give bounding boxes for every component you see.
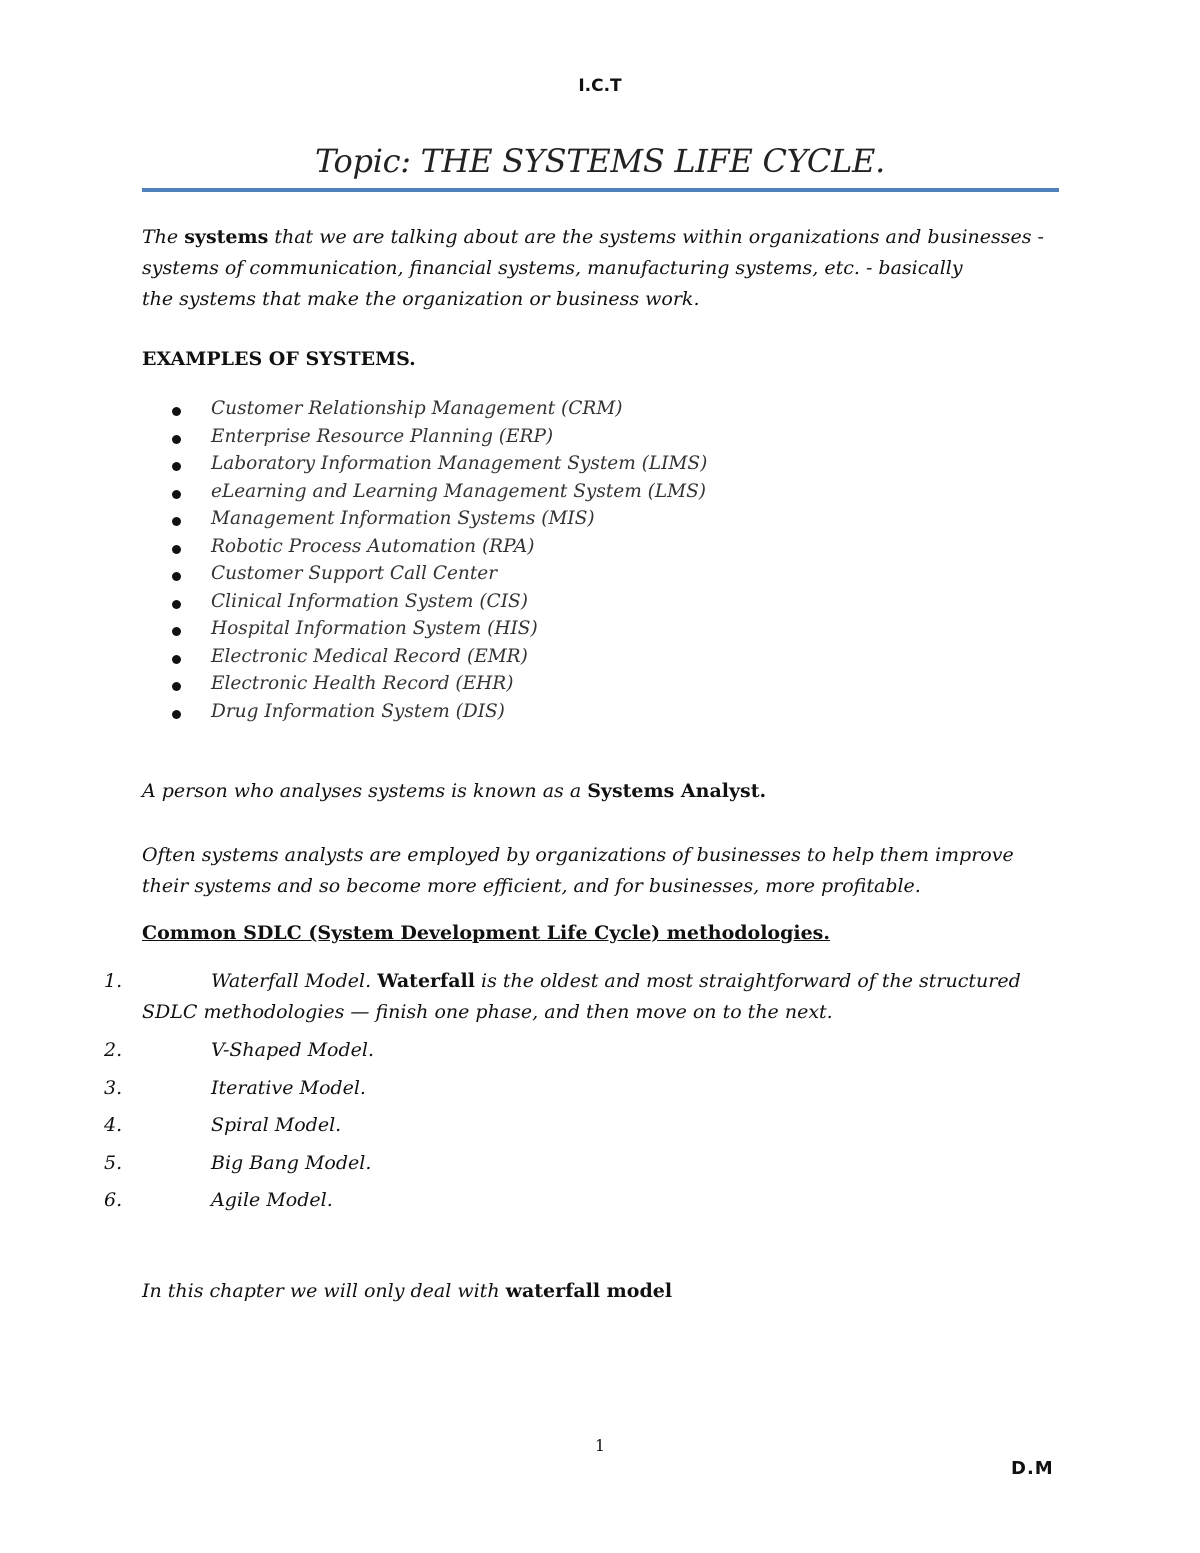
sdlc-item-number: 2. bbox=[104, 1039, 123, 1061]
bullet-icon bbox=[172, 682, 181, 691]
bullet-icon bbox=[172, 462, 181, 471]
list-item-text: Management Information Systems (MIS) bbox=[211, 508, 595, 529]
title-underline-rule bbox=[142, 188, 1059, 192]
bullet-icon bbox=[172, 517, 181, 526]
often-line-2: their systems and so become more efficient, and for businesses, more profitable. bbox=[142, 875, 921, 897]
intro-line-1 bbox=[142, 222, 1044, 253]
list-item-text: Hospital Information System (HIS) bbox=[211, 618, 538, 639]
list-item-text: Electronic Medical Record (EMR) bbox=[211, 645, 528, 667]
list-item-text: Drug Information System (DIS) bbox=[211, 700, 505, 722]
list-item-text: Clinical Information System (CIS) bbox=[211, 590, 528, 612]
bullet-icon bbox=[172, 407, 181, 416]
sdlc-item-number: 4. bbox=[104, 1114, 123, 1136]
sdlc-item-vshaped: V-Shaped Model. bbox=[211, 1039, 375, 1061]
sdlc-item-text: is the oldest and most straightforward of the structured bbox=[474, 970, 1021, 992]
analyst-text: A person who analyses systems is known as a bbox=[142, 780, 588, 802]
intro-paragraph bbox=[142, 222, 1044, 315]
often-line-1: Often systems analysts are employed by organizations of businesses to help them improve bbox=[142, 844, 1014, 866]
sdlc-item-agile: Agile Model. bbox=[211, 1189, 333, 1211]
intro-text: that we are talking about are the systems within organizations and businesses - bbox=[268, 226, 1044, 248]
often-paragraph bbox=[142, 840, 1014, 902]
list-item-text: Robotic Process Automation (RPA) bbox=[211, 535, 535, 557]
list-item-text: Laboratory Information Management System (LIMS) bbox=[211, 453, 708, 474]
list-item-text: eLearning and Learning Management System (LMS) bbox=[211, 480, 706, 502]
bullet-icon bbox=[172, 572, 181, 581]
sdlc-item-text: Waterfall Model. bbox=[211, 970, 378, 992]
bullet-icon bbox=[172, 545, 181, 554]
sdlc-item-continuation: SDLC methodologies — finish one phase, and then move on to the next. bbox=[142, 1001, 833, 1023]
intro-text: The bbox=[142, 226, 185, 248]
bullet-icon bbox=[172, 710, 181, 719]
bullet-icon bbox=[172, 655, 181, 664]
bullet-icon bbox=[172, 627, 181, 636]
sdlc-item-number: 6. bbox=[104, 1189, 123, 1211]
intro-line-3: the systems that make the organization or business work. bbox=[142, 288, 700, 310]
sdlc-item-bigbang: Big Bang Model. bbox=[211, 1152, 372, 1174]
sdlc-item-iterative: Iterative Model. bbox=[211, 1077, 366, 1099]
page-title: Topic: THE SYSTEMS LIFE CYCLE. bbox=[315, 142, 885, 180]
page-number: 1 bbox=[594, 1436, 606, 1455]
closing-paragraph bbox=[142, 1276, 672, 1307]
analyst-paragraph bbox=[142, 776, 766, 807]
sdlc-item-spiral: Spiral Model. bbox=[211, 1114, 342, 1136]
page-footer: D.M bbox=[1011, 1458, 1054, 1479]
list-item-text: Enterprise Resource Planning (ERP) bbox=[211, 425, 554, 447]
bullet-icon bbox=[172, 600, 181, 609]
bullet-icon bbox=[172, 435, 181, 444]
examples-heading: EXAMPLES OF SYSTEMS. bbox=[142, 348, 416, 370]
sdlc-item-number: 5. bbox=[104, 1152, 123, 1174]
list-item-text: Customer Relationship Management (CRM) bbox=[211, 398, 623, 419]
analyst-bold: Systems Analyst. bbox=[587, 780, 767, 802]
intro-bold-systems: systems bbox=[184, 226, 269, 248]
list-item-text: Customer Support Call Center bbox=[211, 563, 498, 584]
closing-text: In this chapter we will only deal with bbox=[142, 1280, 506, 1302]
list-item-text: Electronic Health Record (EHR) bbox=[211, 673, 514, 694]
sdlc-item-waterfall bbox=[211, 970, 1021, 992]
sdlc-item-number: 3. bbox=[104, 1077, 123, 1099]
sdlc-item-bold: Waterfall bbox=[377, 970, 475, 992]
intro-line-2: systems of communication, financial systems, manufacturing systems, etc. - basically bbox=[142, 257, 963, 279]
sdlc-item-number: 1. bbox=[104, 970, 123, 992]
closing-bold: waterfall model bbox=[505, 1280, 673, 1302]
sdlc-heading: Common SDLC (System Development Life Cycle) methodologies. bbox=[142, 922, 830, 944]
page-header: I.C.T bbox=[578, 76, 622, 96]
bullet-icon bbox=[172, 490, 181, 499]
